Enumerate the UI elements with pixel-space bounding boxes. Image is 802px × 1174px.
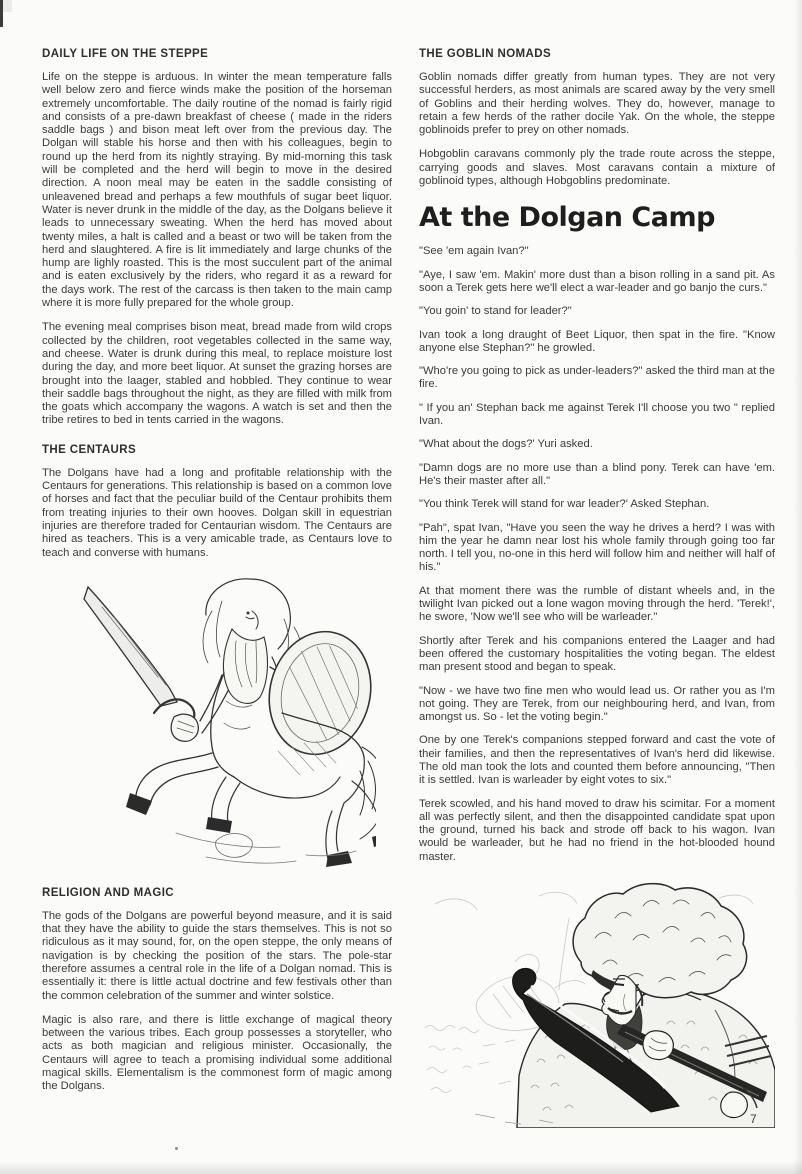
story-paragraph: At that moment there was the rumble of distant wheels and, in the twilight Ivan picked out a lone wagon moving through the herd. 'Terek!', he swore, 'Now we'll see who will be warleader." bbox=[419, 584, 775, 624]
section-heading-religion-magic: RELIGION AND MAGIC bbox=[42, 886, 174, 899]
section-heading-goblin-nomads: THE GOBLIN NOMADS bbox=[419, 48, 552, 60]
centaur-illustration bbox=[56, 571, 376, 871]
story-paragraph: One by one Terek's companions stepped forward and cast the vote of their families, and then the representatives of Ivan's herd did likewise. The old man took the lots and counted them before announcing, "Then it is settled. Ivan is warleader by eight votes to six." bbox=[419, 734, 775, 787]
left-column bbox=[42, 42, 392, 1105]
paragraph: The gods of the Dolgans are powerful beyond measure, and it is said that they have the ability to guide the stars themselves. This is not so ridiculous as it may sound, for, on the open steppe, the only means of navigation is by checking the position of the stars. The pole-star therefore assumes a central role in the life of a Dolgan nomad. This is essentially it: there is little actual doctrine and few festivals other than the common celebration of the summer and winter solstice. bbox=[42, 909, 392, 1002]
paragraph: Goblin nomads differ greatly from human types. They are not very successful herders, as most animals are scared away by the very smell of Goblins and their herding wolves. They do, however, manage to retain a few herds of the rather docile Yak. On the whole, the steppe goblinoids prefer to prey on other nomads. bbox=[419, 71, 775, 137]
story-paragraph: "Damn dogs are no more use than a blind pony. Terek can have 'em. He's their master after all." bbox=[419, 461, 775, 487]
story-paragraph: Terek scowled, and his hand moved to draw his scimitar. For a moment all was perfectly silent, and then the disappointed candidate spat upon the ground, turned his back and strode off back to his wagon. Ivan would be warleader, but he had no friend in the hot-blooded hound master. bbox=[419, 797, 775, 863]
story-heading-at-the-dolgan-camp: At the Dolgan Camp bbox=[419, 202, 715, 234]
paragraph: The evening meal comprises bison meat, bread made from wild crops collected by the children, root vegetables collected in the same way, and cheese. Water is drunk during this meal, to replace moisture lost during the day, and more beet liquor. At sunset the grazing horses are brought into the laager, stabled and hobbled. They continue to wear their saddle bags throughout the night, as they are filled with milk from the goats which accompany the wagons. A watch is set and then the tribe retires to bed in tents carried in the wagons. bbox=[42, 321, 392, 427]
story-paragraph: "See 'em again Ivan?" bbox=[419, 245, 529, 258]
story-paragraph: " If you an' Stephan back me against Terek I'll choose you two " replied Ivan. bbox=[419, 401, 775, 428]
story-paragraph: "You goin' to stand for leader?" bbox=[419, 305, 572, 318]
story-paragraph: "Who're you going to pick as under-leaders?" asked the third man at the fire. bbox=[419, 365, 775, 391]
paragraph: Life on the steppe is arduous. In winter the mean temperature falls well below zero and fierce winds make the position of the horseman extremely uncomfortable. The daily routine of the nomad is fairly rigid and consists of a pre-dawn breakfast of cheese ( made in the riders saddle bags ) and bison meat left over from the previous day. The Dolgan will stable his horse and then with his colleagues, begin to round up the herd from its nightly straying. By mid-morning this task will be completed and the herd will begin to move in the desired direction. A noon meal may be eaten in the saddle consisting of unleavened bread and perhaps a few mouthfuls of sugar beet liquor. Water is never drunk in the middle of the day, as the Dolgans believe it leads to unnecessary sweating. When the herd has moved about twenty miles, a halt is called and a beast or two will be taken from the herd and slaughtered. A fire is lit immediately and large chunks of the hump are lighly roasted. This is the most succulent part of the animal and is eaten exclusively by the riders, who regard it as a reward for the days work. The rest of the carcass is then taken to the main camp where it is more fully prepared for the whole group. bbox=[42, 71, 392, 310]
paragraph: The Dolgans have had a long and profitable relationship with the Centaurs for generations. This relationship is based on a common love of horses and fact that the peculiar build of the Centaur prohibits them from treating injuries to their own hooves. Dolgan skill in equestrian injuries are therefore traded for Centaurian wisdom. The Centaurs are hired as teachers. This is a very amicable trade, as Centaurs love to teach and converse with humans. bbox=[42, 466, 392, 559]
paragraph: Magic is also rare, and there is little exchange of magical theory between the various tribes. Each group possesses a storyteller, who acts as both magician and religious minister. Occasionally, the Centaurs will agree to teach a promising individual some additional magical skills. Elementalism is the commonest form of magic among the Dolgans. bbox=[42, 1013, 392, 1093]
story-paragraph: "Aye, I saw 'em. Makin' more dust than a bison rolling in a sand pit. As soon a Terek gets here we'll elect a war-leader and go banjo the curs." bbox=[419, 268, 775, 294]
nomad-illustration bbox=[419, 878, 775, 1128]
ink-speck bbox=[175, 1147, 178, 1150]
right-column bbox=[419, 42, 775, 1128]
story-paragraph: "You think Terek will stand for war leader?' Asked Stephan. bbox=[419, 498, 710, 511]
page-right-edge bbox=[793, 0, 802, 1174]
page-number: 7 bbox=[750, 1112, 757, 1126]
page-bottom-edge bbox=[0, 1161, 802, 1174]
section-heading-centaurs: THE CENTAURS bbox=[42, 443, 137, 456]
story-paragraph: "What about the dogs?' Yuri asked. bbox=[419, 438, 593, 451]
paragraph: Hobgoblin caravans commonly ply the trade route across the steppe, carrying goods and slaves. Most caravans contain a mixture of goblinoid types, although Hobgoblins predominate. bbox=[419, 148, 775, 188]
story-paragraph: Ivan took a long draught of Beet Liquor, then spat in the fire. "Know anyone else Stephan?" he growled. bbox=[419, 328, 775, 354]
section-heading-daily-life: DAILY LIFE ON THE STEPPE bbox=[42, 48, 209, 60]
story-paragraph: "Pah", spat Ivan, "Have you seen the way he drives a herd? I was with him the year he damn near lost his whole family through going too far north. I tell you, no-one in this herd will follow him and neither will half of his." bbox=[419, 521, 775, 574]
scan-edge-mark bbox=[0, 0, 3, 27]
story-paragraph: "Now - we have two fine men who would lead us. Or rather you as I'm not going. They are Terek, from our neighbouring herd, and Ivan, from amongst us. So - let the voting begin." bbox=[419, 684, 775, 724]
story-paragraph: Shortly after Terek and his companions entered the Laager and had been offered the customary hospitalities the voting began. The eldest man present stood and began to speak. bbox=[419, 634, 775, 674]
